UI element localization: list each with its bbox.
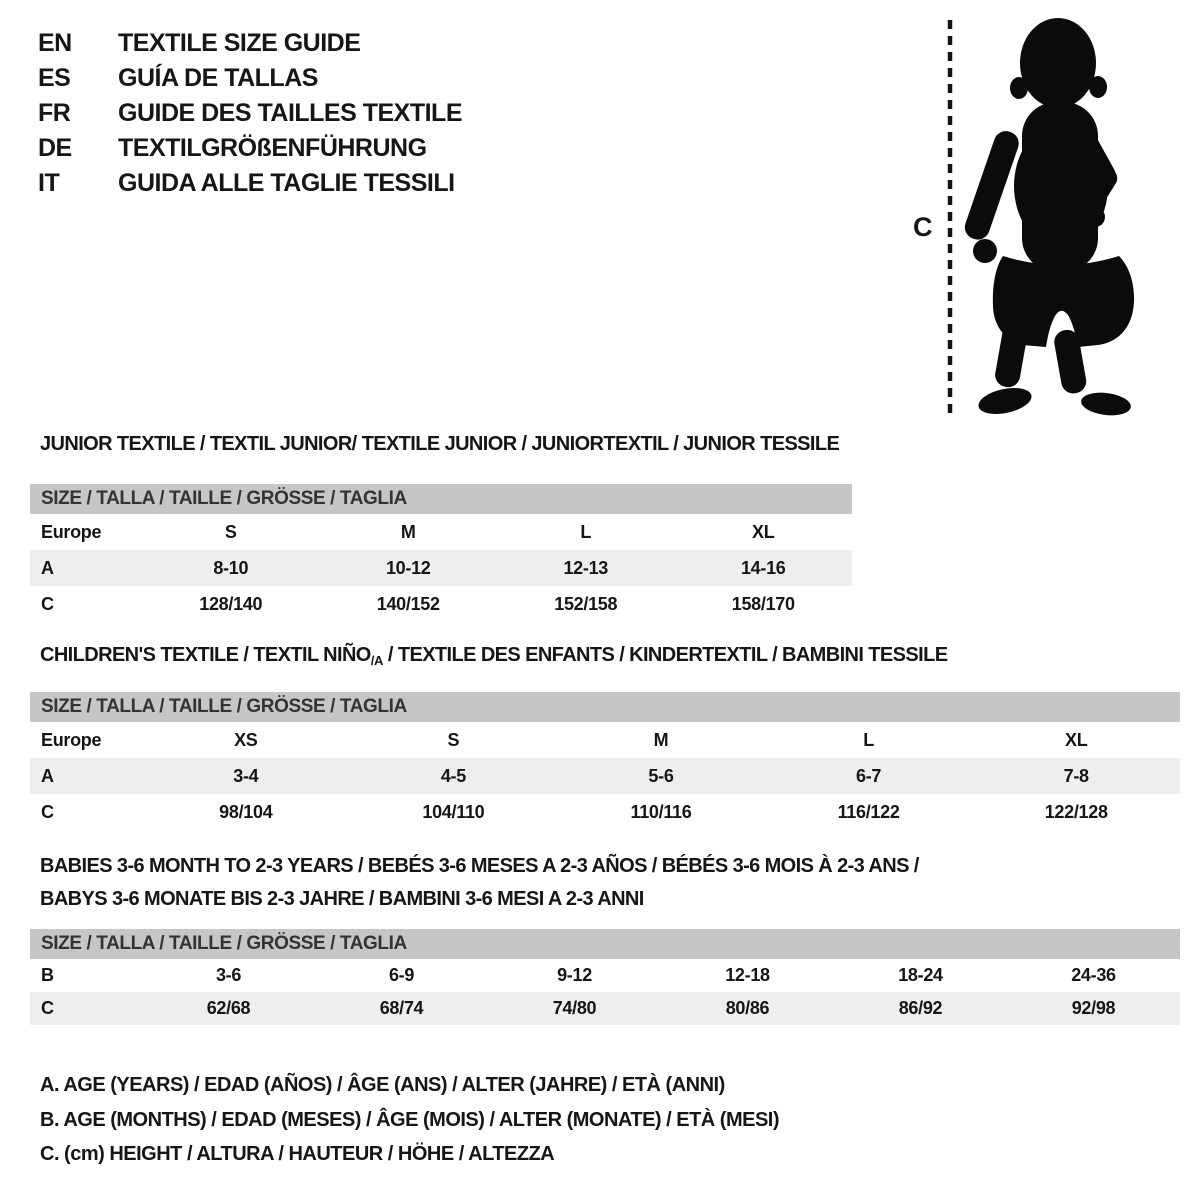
- language-code: IT: [38, 169, 60, 197]
- table-row: [30, 992, 1180, 1025]
- age-cell: 6-9: [388, 965, 415, 985]
- children-heading-text: CHILDREN'S TEXTILE / TEXTIL NIÑO: [40, 644, 371, 666]
- age-cell: 7-8: [1063, 765, 1089, 786]
- junior-table-header: SIZE / TALLA / TAILLE / GRÖSSE / TAGLIA: [30, 484, 852, 514]
- height-cell: 92/98: [1071, 998, 1116, 1018]
- language-code: ES: [38, 64, 71, 92]
- measure-legend: [40, 1068, 779, 1172]
- age-cell: 12-18: [725, 965, 770, 985]
- height-cell: 110/116: [630, 801, 692, 822]
- height-cell: 80/86: [725, 998, 770, 1018]
- language-row-it: [38, 166, 462, 201]
- row-label: C: [41, 998, 54, 1018]
- language-code: DE: [38, 134, 72, 162]
- age-cell: 4-5: [440, 765, 466, 786]
- size-cell: XL: [1064, 729, 1088, 750]
- language-title-list: [38, 26, 462, 201]
- guide-title-fr: GUIDE DES TAILLES TEXTILE: [118, 99, 463, 127]
- row-label: A: [41, 765, 54, 786]
- size-cell: M: [653, 729, 669, 750]
- age-cell: 6-7: [856, 765, 882, 786]
- age-cell: 12-13: [563, 557, 609, 578]
- height-cell: 62/68: [206, 998, 251, 1018]
- language-row-fr: [38, 96, 462, 131]
- size-cell: L: [580, 521, 592, 542]
- babies-table-header: SIZE / TALLA / TAILLE / GRÖSSE / TAGLIA: [30, 929, 1180, 959]
- row-label: B: [41, 965, 54, 985]
- language-code: EN: [38, 29, 72, 57]
- guide-title-it: GUIDA ALLE TAGLIE TESSILI: [118, 169, 455, 197]
- age-cell: 10-12: [385, 557, 431, 578]
- children-heading-text: / TEXTILE DES ENFANTS / KINDERTEXTIL / BAMBINI TESSILE: [382, 644, 948, 666]
- babies-section-heading: [40, 850, 919, 916]
- row-label: C: [41, 801, 54, 822]
- height-cell: 140/152: [376, 593, 440, 614]
- children-table-header: SIZE / TALLA / TAILLE / GRÖSSE / TAGLIA: [30, 692, 1180, 722]
- size-cell: S: [447, 729, 460, 750]
- table-row: [30, 758, 1180, 794]
- age-cell: 18-24: [898, 965, 943, 985]
- table-row: [30, 550, 852, 586]
- guide-title-en: TEXTILE SIZE GUIDE: [118, 29, 361, 57]
- junior-section-heading: JUNIOR TEXTILE / TEXTIL JUNIOR/ TEXTILE JUNIOR / JUNIORTEXTIL / JUNIOR TESSILE: [40, 433, 840, 455]
- height-cell: 74/80: [552, 998, 597, 1018]
- legend-line-a: A. AGE (YEARS) / EDAD (AÑOS) / ÂGE (ANS) / ALTER (JAHRE) / ETÀ (ANNI): [40, 1074, 725, 1096]
- age-cell: 9-12: [557, 965, 592, 985]
- toddler-height-figure: [940, 14, 1140, 418]
- age-cell: 14-16: [740, 557, 786, 578]
- row-label: A: [41, 557, 54, 578]
- table-row: [30, 959, 1180, 992]
- height-measure-label: C: [913, 212, 933, 242]
- age-cell: 3-4: [233, 765, 259, 786]
- height-cell: 128/140: [199, 593, 263, 614]
- table-row: [30, 794, 1180, 830]
- height-cell: 122/128: [1044, 801, 1108, 822]
- height-cell: 86/92: [898, 998, 943, 1018]
- language-row-es: [38, 61, 462, 96]
- height-cell: 98/104: [219, 801, 273, 822]
- height-cell: 116/122: [837, 801, 900, 822]
- children-size-table: [30, 692, 1180, 830]
- row-label: C: [41, 593, 54, 614]
- children-section-heading: [40, 644, 947, 668]
- row-label: Europe: [41, 521, 102, 542]
- height-cell: 104/110: [422, 801, 485, 822]
- table-row: [30, 722, 1180, 758]
- babies-heading-line1: BABIES 3-6 MONTH TO 2-3 YEARS / BEBÉS 3-6 MESES A 2-3 AÑOS / BÉBÉS 3-6 MOIS À 2-3 ANS /: [40, 855, 919, 877]
- row-label: Europe: [41, 729, 102, 750]
- language-row-de: [38, 131, 462, 166]
- toddler-silhouette-icon: [962, 18, 1134, 418]
- age-cell: 5-6: [648, 765, 674, 786]
- size-cell: S: [224, 521, 237, 542]
- size-cell: XS: [234, 729, 258, 750]
- children-heading-subscript: /A: [370, 653, 383, 668]
- language-code: FR: [38, 99, 71, 127]
- legend-line-c: C. (cm) HEIGHT / ALTURA / HAUTEUR / HÖHE / ALTEZZA: [40, 1143, 555, 1165]
- size-cell: L: [863, 729, 874, 750]
- age-cell: 24-36: [1071, 965, 1116, 985]
- legend-line-b: B. AGE (MONTHS) / EDAD (MESES) / ÂGE (MOIS) / ALTER (MONATE) / ETÀ (MESI): [40, 1108, 780, 1131]
- age-cell: 8-10: [213, 557, 249, 578]
- babies-size-table: [30, 929, 1180, 1025]
- age-cell: 3-6: [215, 965, 242, 985]
- height-cell: 68/74: [379, 998, 424, 1018]
- size-cell: XL: [752, 521, 775, 542]
- height-cell: 152/158: [554, 593, 618, 614]
- guide-title-de: TEXTILGRÖßENFÜHRUNG: [118, 134, 427, 162]
- guide-title-es: GUÍA DE TALLAS: [118, 64, 318, 92]
- table-row: [30, 586, 852, 622]
- size-cell: M: [400, 521, 416, 542]
- table-row: [30, 514, 852, 550]
- language-row-en: [38, 26, 462, 61]
- babies-heading-line2: BABYS 3-6 MONATE BIS 2-3 JAHRE / BAMBINI 3-6 MESI A 2-3 ANNI: [40, 888, 644, 910]
- junior-size-table: [30, 484, 852, 622]
- height-cell: 158/170: [731, 593, 795, 614]
